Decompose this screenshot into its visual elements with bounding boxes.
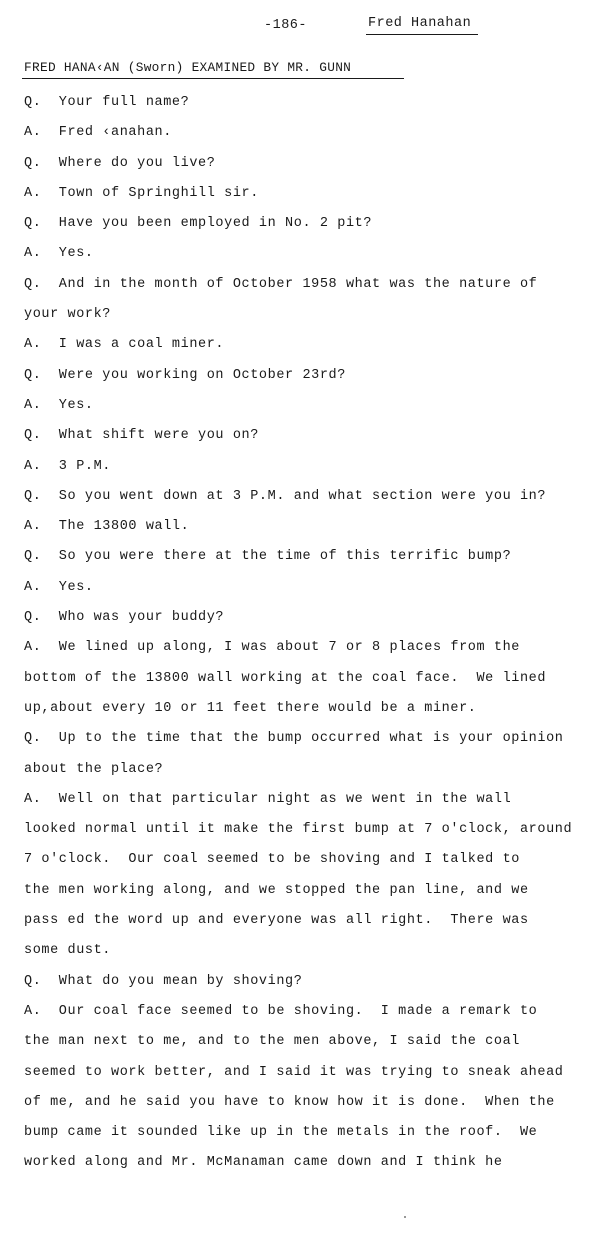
- transcript-line: bump came it sounded like up in the metals in the roof. We: [24, 1125, 538, 1141]
- transcript-line: 7 o'clock. Our coal seemed to be shoving and I talked to: [24, 852, 520, 868]
- page-header: [0, 14, 610, 38]
- examination-heading-underline: [22, 78, 404, 79]
- transcript-line: Q. Where do you live?: [24, 155, 216, 171]
- transcript-line: seemed to work better, and I said it was trying to sneak ahead: [24, 1064, 564, 1080]
- transcript-line: Q. So you went down at 3 P.M. and what section were you in?: [24, 488, 547, 504]
- transcript-line: Q. Have you been employed in No. 2 pit?: [24, 216, 373, 232]
- transcript-line: the man next to me, and to the men above, I said the coal: [24, 1034, 520, 1050]
- transcript-line: up,about every 10 or 11 feet there would be a miner.: [24, 700, 477, 716]
- transcript-line: Q. Were you working on October 23rd?: [24, 367, 346, 383]
- transcript-line: your work?: [24, 307, 112, 323]
- transcript-line: bottom of the 13800 wall working at the coal face. We lined: [24, 670, 547, 686]
- transcript-body: [24, 88, 604, 1179]
- transcript-line: Q. Who was your buddy?: [24, 610, 225, 626]
- transcript-line: Q. And in the month of October 1958 what was the nature of: [24, 276, 538, 292]
- witness-name-underline: [366, 34, 478, 35]
- transcript-line: A. Fred ‹anahan.: [24, 125, 172, 141]
- transcript-line: A. Yes.: [24, 246, 94, 262]
- transcript-line: looked normal until it make the first bump at 7 o'clock, around: [24, 822, 573, 838]
- examination-heading: FRED HANA‹AN (Sworn) EXAMINED BY MR. GUNN: [24, 60, 352, 75]
- transcript-line: the men working along, and we stopped the pan line, and we: [24, 882, 529, 898]
- transcript-line: A. The 13800 wall.: [24, 519, 190, 535]
- transcript-line: some dust.: [24, 943, 112, 959]
- transcript-line: Q. Your full name?: [24, 95, 190, 110]
- transcript-line: about the place?: [24, 761, 164, 777]
- transcript-line: Q. What shift were you on?: [24, 428, 259, 444]
- transcript-line: Q. What do you mean by shoving?: [24, 973, 303, 989]
- transcript-line: Q. So you were there at the time of this terrific bump?: [24, 549, 512, 565]
- page-number: -186-: [264, 18, 308, 33]
- transcript-line: pass ed the word up and everyone was all right. There was: [24, 913, 529, 929]
- transcript-line: A. 3 P.M.: [24, 458, 112, 474]
- transcript-line: Q. Up to the time that the bump occurred what is your opinion: [24, 731, 564, 747]
- transcript-line: A. I was a coal miner.: [24, 337, 225, 353]
- witness-name: Fred Hanahan: [368, 16, 472, 31]
- transcript-line: of me, and he said you have to know how it is done. When the: [24, 1094, 555, 1110]
- transcript-line: A. Town of Springhill sir.: [24, 185, 259, 201]
- transcript-line: A. Our coal face seemed to be shoving. I made a remark to: [24, 1003, 538, 1019]
- transcript-line: worked along and Mr. McManaman came down and I think he: [24, 1155, 503, 1171]
- transcript-line: A. Yes.: [24, 579, 94, 595]
- transcript-line: A. We lined up along, I was about 7 or 8 places from the: [24, 640, 520, 656]
- scan-speck: [404, 1216, 406, 1218]
- transcript-line: A. Yes.: [24, 397, 94, 413]
- transcript-line: A. Well on that particular night as we went in the wall: [24, 791, 512, 807]
